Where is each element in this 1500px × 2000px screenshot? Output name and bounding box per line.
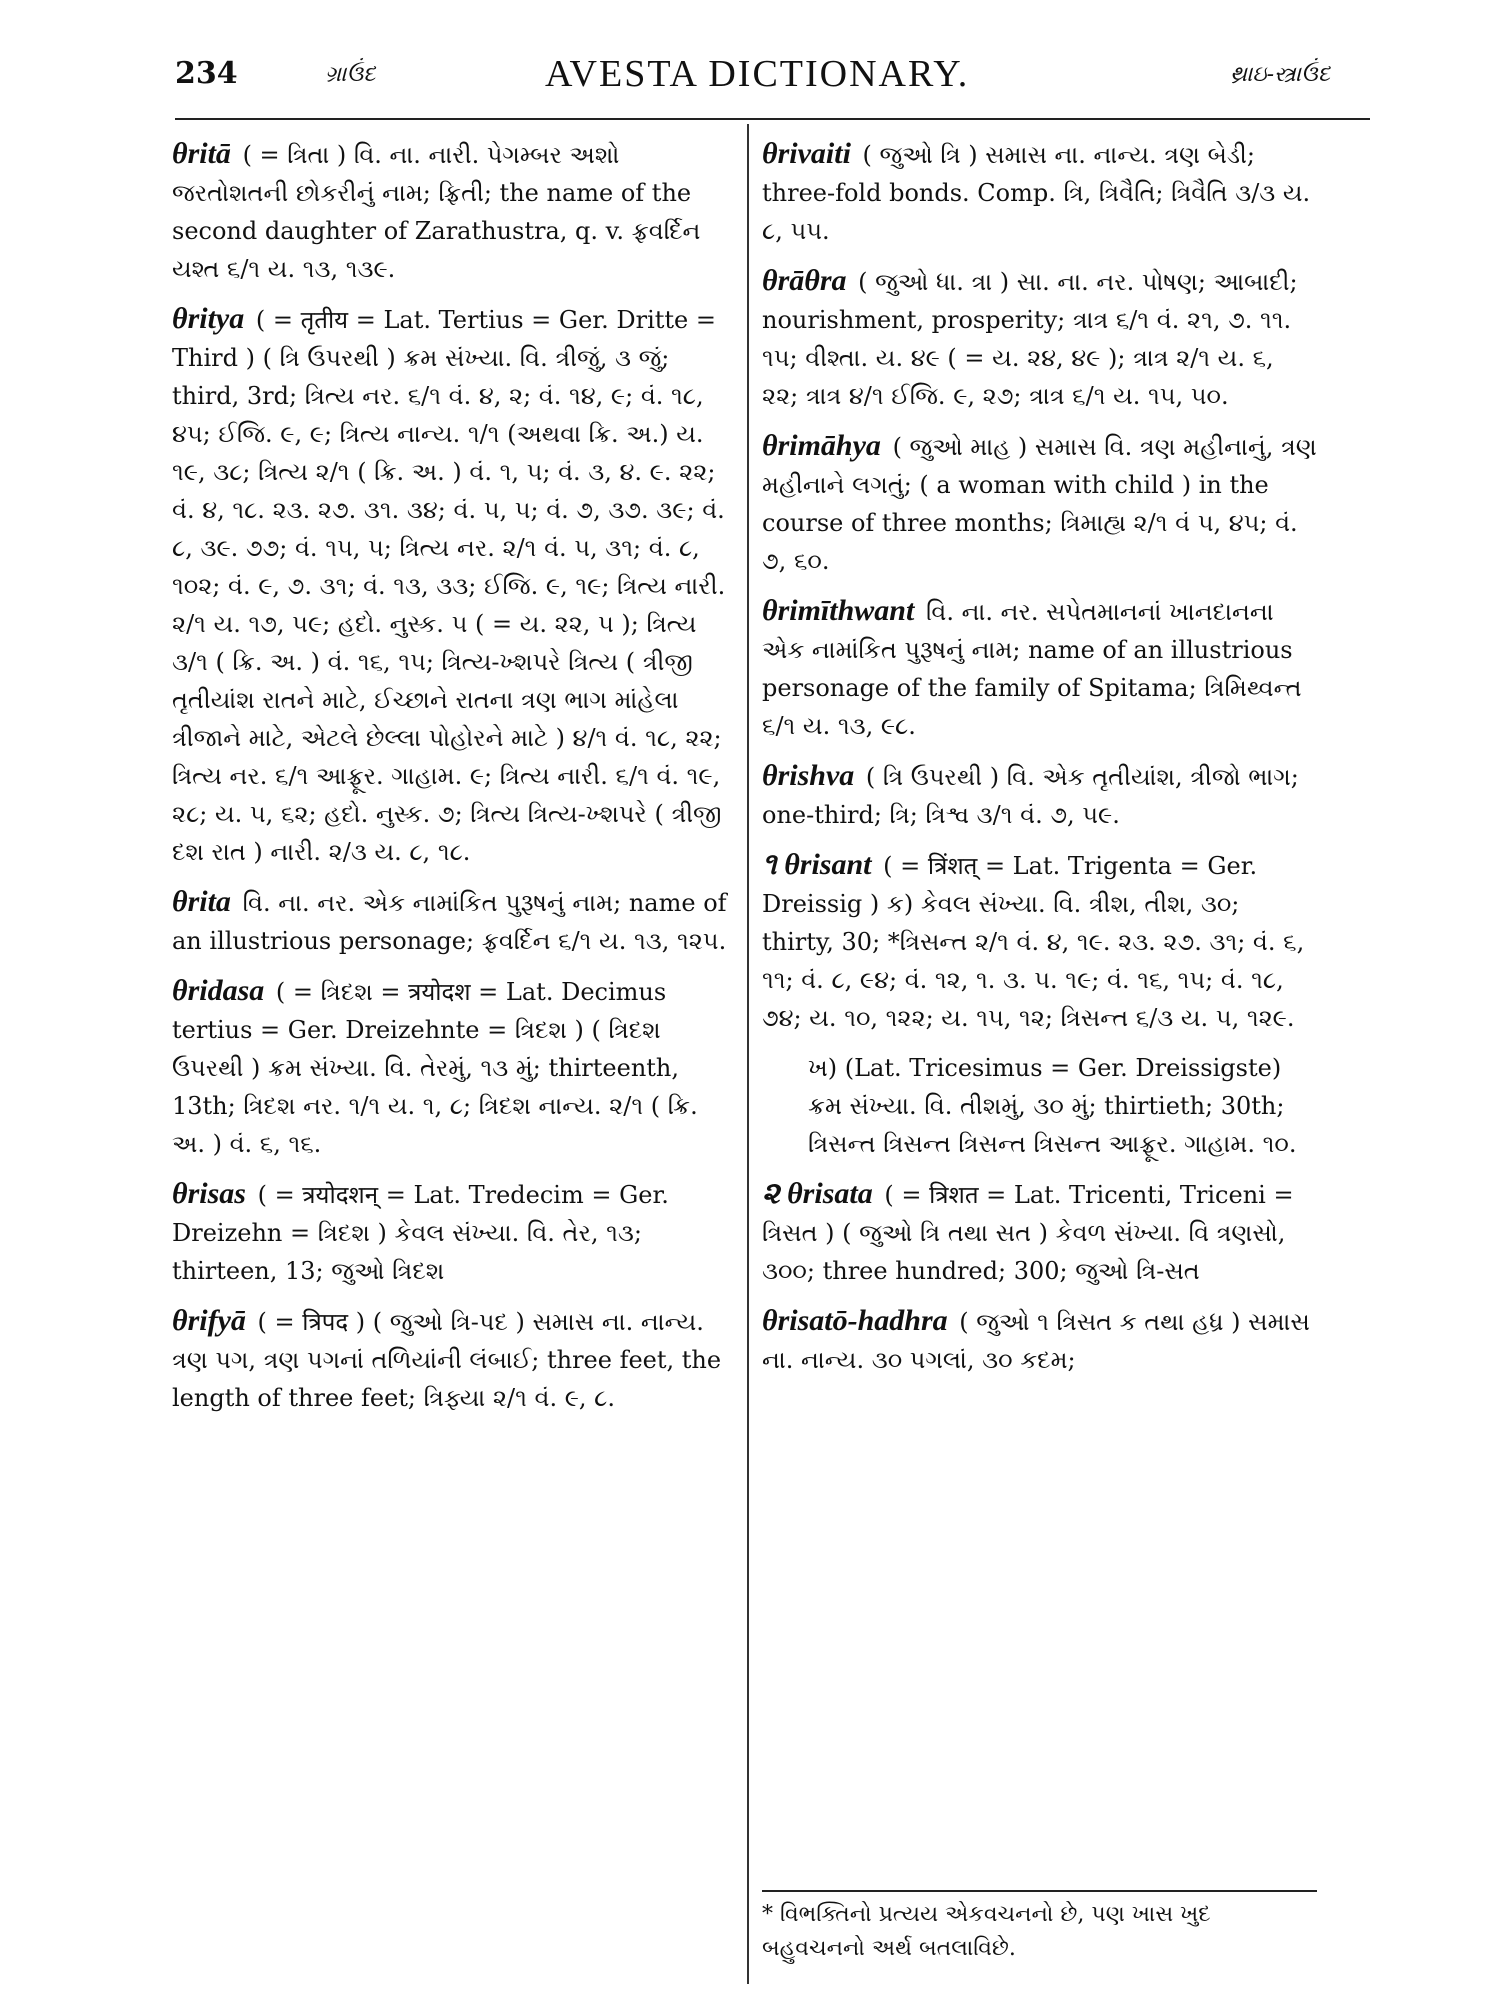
entry-headword: ૧ θrisant — [762, 848, 872, 881]
entry-text: ( = त्रिशत = Lat. Tricenti, Triceni = ત્રિસત ) ( જુઓ ત્રિ તથા સત ) કેવળ સંખ્યા. વિ ત્રણસો, ૩૦૦; three hundred; 300; જુઓ ત્રિ-સત — [762, 1181, 1294, 1285]
dictionary-entry — [172, 883, 737, 960]
entry-headword: θrifyā — [172, 1304, 246, 1337]
dictionary-entry — [762, 846, 1317, 1037]
entry-headword: θritya — [172, 302, 245, 335]
entry-text: ( જુઓ માહ ) સમાસ વિ. ત્રણ મહીનાનું, ત્રણ મહીનાને લગતું; ( a woman with child ) in the course of three months; ત્રિમાહ્ય ૨/૧ વં ૫, ૪૫; વં. ૭, ૬૦. — [762, 433, 1317, 575]
sense-text: ખ) (Lat. Tricesimus = Ger. Dreissigste) ક્રમ સંખ્યા. વિ. તીશમું, ૩૦ મું; thirtieth; 30th; ત્રિસન્ત ત્રિસન્ત ત્રિસન્ત ત્રિસન્ત આફ્રૂર. ગાહામ. ૧૦. — [808, 1054, 1297, 1158]
left-column — [172, 135, 737, 1429]
page-header — [175, 50, 1370, 102]
entry-headword: θridasa — [172, 974, 265, 1007]
entry-text: ( = तृतीय = Lat. Tertius = Ger. Dritte = Third ) ( ત્રિ ઉપરથી ) ક્રમ સંખ્યા. વિ. ત્રીજું, ૩ જું; third, 3rd; ત્રિત્ય નર. ૬/૧ વં. ૪, ૨; વં. ૧૪, ૯; વં. ૧૮, ૪૫; ઈજિ. ૯, ૯; ત્રિત્ય નાન્ય. ૧/૧ (અથવા ક્રિ. અ.) ય. ૧૯, ૩૮; ત્રિત્ય ૨/૧ ( ક્રિ. અ. ) વં. ૧, ૫; વં. ૩, ૪. ૯. ૨૨; વં. ૪, ૧૮. ૨૩. ૨૭. ૩૧. ૩૪; વં. ૫, ૫; વં. ૭, ૩૭. ૩૯; વં. ૮, ૩૯. ૭૭; વં. ૧૫, ૫; ત્રિત્ય નર. ૨/૧ વં. ૫, ૩૧; વં. ૮, ૧૦૨; વં. ૯, ૭. ૩૧; વં. ૧૩, ૩૩; ઈજિ. ૯, ૧૯; ત્રિત્ય નારી. ૨/૧ ય. ૧૭, ૫૯; હદો. નુસ્ક. ૫ ( = ય. ૨૨, ૫ ); ત્રિત્ય ૩/૧ ( ક્રિ. અ. ) વં. ૧૬, ૧૫; ત્રિત્ય-ખ્શપરે ત્રિત્ય ( ત્રીજી તૃતીયાંશ રાતને માટે, ઈચ્છાને રાતના ત્રણ ભાગ માંહેલા ત્રીજાને માટે, એટલે છેલ્લા પોહોરને માટે ) ૪/૧ વં. ૧૮, ૨૨; ત્રિત્ય નર. ૬/૧ આફ્રૂર. ગાહામ. ૯; ત્રિત્ય નારી. ૬/૧ વં. ૧૯, ૨૮; ય. ૫, ૬૨; હદો. નુસ્ક. ૭; ત્રિત્ય ત્રિત્ય-ખ્શપરે ( ત્રીજી દશ રાત ) નારી. ૨/૩ ય. ૮, ૧૮. — [172, 306, 726, 866]
header-rule — [175, 118, 1370, 120]
entry-text: ( જુઓ ૧ ત્રિસત ક તથા હધ્ર ) સમાસ ના. નાન્ય. ૩૦ પગલાં, ૩૦ કદમ; — [762, 1308, 1310, 1374]
header-right-word: થ્રાઇ-સ્ત્રાઉંદ — [1230, 62, 1330, 87]
dictionary-entry — [172, 1175, 737, 1290]
dictionary-entry — [172, 135, 737, 288]
entry-headword: θrāθra — [762, 264, 847, 297]
entry-text: ( = त्रयोदशन् = Lat. Tredecim = Ger. Dreizehn = ત્રિદશ ) કેવલ સંખ્યા. વિ. તેર, ૧૩; thirteen, 13; જુઓ ત્રિદશ — [172, 1181, 669, 1285]
dictionary-entry — [172, 300, 737, 871]
entry-headword: θrimāhya — [762, 429, 881, 462]
entry-headword: θrivaiti — [762, 137, 851, 170]
entry-headword: θrisatō-hadhra — [762, 1304, 948, 1337]
dictionary-entry — [172, 972, 737, 1163]
entry-text: વિ. ના. નર. સપેતમાનનાં ખાનદાનના એક નામાંકિત પુરૂષનું નામ; name of an illustrious personage of the family of Spitama; ત્રિમિથ્વન્ત ૬/૧ ય. ૧૩, ૯૮. — [762, 598, 1302, 740]
dictionary-entry — [762, 1302, 1317, 1379]
entry-text: ( ત્રિ ઉપરથી ) વિ. એક તૃતીયાંશ, ત્રીજો ભાગ; one-third; ત્રિ; ત્રિશ્વ ૩/૧ વં. ૭, ૫૯. — [762, 763, 1299, 829]
dictionary-entry — [762, 1175, 1317, 1290]
entry-headword: θrita — [172, 885, 231, 918]
right-column — [762, 135, 1317, 1391]
column-divider — [747, 124, 749, 1984]
entry-text: ( = ત્રિતા ) વિ. ના. નારી. પેગમ્બર અશો જરતોશતની છોકરીનું નામ; ફ્રિતી; the name of the second daughter of Zarathustra, q. v. ફ્રવર્દિન યશ્ત ૬/૧ ય. ૧૩, ૧૩૯. — [172, 141, 701, 283]
entry-headword: θrimīthwant — [762, 594, 915, 627]
footnote-rule — [762, 1890, 1317, 1892]
entry-headword: θrisas — [172, 1177, 246, 1210]
entry-text: ( જુઓ ધા. ત્રા ) સા. ના. નર. પોષણ; આબાદી; nourishment, prosperity; ત્રાત્ર ૬/૧ વં. ૨૧, ૭. ૧૧. ૧૫; વીશ્તા. ય. ૪૯ ( = ય. ૨૪, ૪૯ ); ત્રાત્ર ૨/૧ ય. ૬, ૨૨; ત્રાત્ર ૪/૧ ઈજિ. ૯, ૨૭; ત્રાત્ર ૬/૧ ય. ૧૫, ૫૦. — [762, 268, 1298, 410]
entry-text: ( = त्रिपद ) ( જુઓ ત્રિ-પદ ) સમાસ ના. નાન્ય. ત્રણ પગ, ત્રણ પગનાં તળિયાંની લંબાઈ; three feet, the length of three feet; ત્રિફ્યા ૨/૧ વં. ૯, ૮. — [172, 1308, 722, 1412]
dictionary-entry — [762, 427, 1317, 580]
page-title: AVESTA DICTIONARY. — [545, 53, 970, 95]
dictionary-entry — [762, 592, 1317, 745]
header-left-word: ગ્રાઉંદ — [325, 62, 376, 87]
dictionary-entry — [762, 262, 1317, 415]
footnote: * વિભક્તિનો પ્રત્યય એકવચનનો છે, પણ ખાસ ખુદ બહુવચનનો અર્થ બતલાવિછે. — [762, 1902, 1211, 1961]
entry-headword: θrishva — [762, 759, 855, 792]
entry-text: ( જુઓ ત્રિ ) સમાસ ના. નાન્ય. ત્રણ બેડી; three-fold bonds. Comp. ત્રિ, ત્રિવૈતિ; ત્રિવૈતિ ૩/૩ ય. ૮, ૫૫. — [762, 141, 1311, 245]
dictionary-entry — [762, 757, 1317, 834]
entry-text: ( = त्रिंशत् = Lat. Trigenta = Ger. Dreissig ) ક) કેવલ સંખ્યા. વિ. ત્રીશ, તીશ, ૩૦; thirty, 30; *ત્રિસન્ત ૨/૧ વં. ૪, ૧૯. ૨૩. ૨૭. ૩૧; વં. ૬, ૧૧; વં. ૮, ૯૪; વં. ૧૨, ૧. ૩. ૫. ૧૯; વં. ૧૬, ૧૫; વં. ૧૮, ૭૪; ય. ૧૦, ૧૨૨; ય. ૧૫, ૧૨; ત્રિસન્ત ૬/૩ ય. ૫, ૧૨૯. — [762, 852, 1305, 1032]
dictionary-sense — [762, 1049, 1317, 1163]
entry-headword: θritā — [172, 137, 231, 170]
dictionary-entry — [762, 135, 1317, 250]
entry-text: ( = ત્રિદશ = त्रयोदश = Lat. Decimus tertius = Ger. Dreizehnte = ત્રિદશ ) ( ત્રિદશ ઉપરથી ) ક્રમ સંખ્યા. વિ. તેરમું, ૧૩ મું; thirteenth, 13th; ત્રિદશ નર. ૧/૧ ય. ૧, ૮; ત્રિદશ નાન્ય. ૨/૧ ( ક્રિ. અ. ) વં. ૬, ૧૬. — [172, 978, 698, 1158]
dictionary-entry — [172, 1302, 737, 1417]
entry-text: વિ. ના. નર. એક નામાંકિત પુરૂષનું નામ; name of an illustrious personage; ફ્રવર્દિન ૬/૧ ય. ૧૩, ૧૨૫. — [172, 889, 727, 955]
page-number: 234 — [175, 56, 238, 91]
entry-headword: ૨ θrisata — [762, 1177, 873, 1210]
